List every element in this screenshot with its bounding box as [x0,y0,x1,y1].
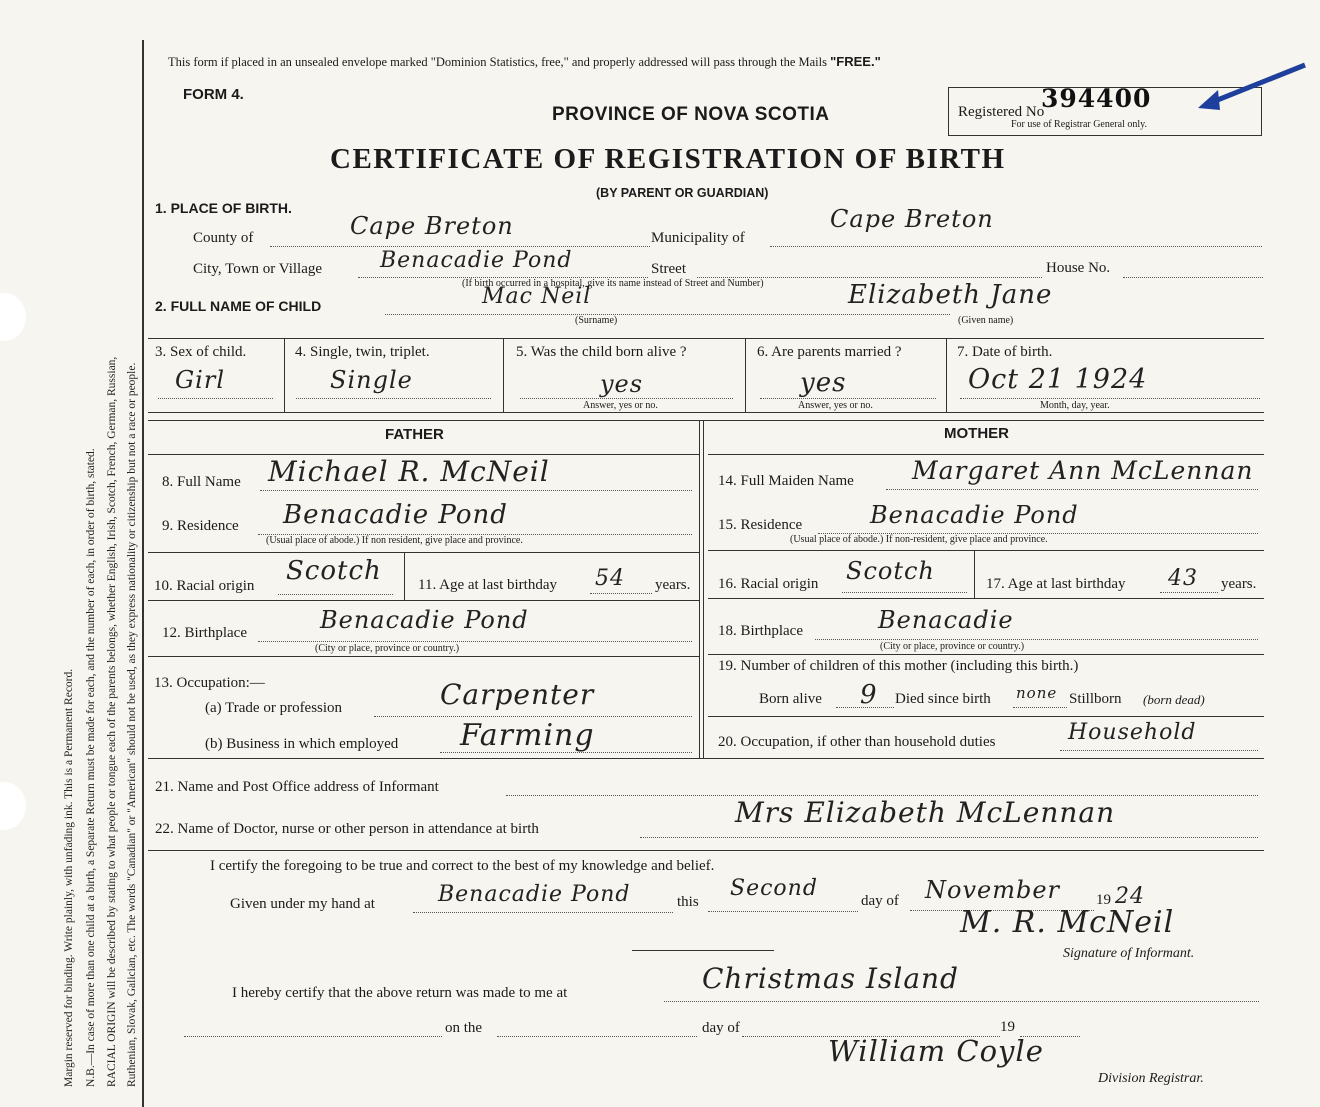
father-age-value: 54 [595,566,625,591]
registrar-year-prefix: 19 [1000,1019,1015,1035]
year-value: 24 [1115,884,1145,909]
certify-statement: I certify the foregoing to be true and correct to the best of my knowledge and belief. [210,858,715,874]
father-trade-value: Carpenter [440,678,595,711]
born-alive-count-label: Born alive [759,691,822,707]
mother-name-label: 14. Full Maiden Name [718,473,854,489]
date-of-birth-value: Oct 21 1924 [968,364,1148,395]
died-since-birth-label: Died since birth [895,691,991,707]
city-label: City, Town or Village [193,261,323,277]
registrar-place-value: Christmas Island [702,962,959,995]
father-occupation-label: 13. Occupation:— [154,675,265,691]
mother-occupation-value: Household [1068,720,1197,745]
hospital-note: (If birth occurred in a hospital, give its name instead of Street and Number) [462,278,764,289]
parents-married-label: 6. Are parents married ? [757,344,902,360]
city-value: Benacadie Pond [380,248,573,273]
mother-race-label: 16. Racial origin [718,576,819,592]
house-number-label: House No. [1046,260,1111,276]
father-birthplace-label: 12. Birthplace [162,625,247,641]
born-alive-count-value: 9 [860,680,878,710]
mother-occupation-label: 20. Occupation, if other than household duties [718,734,996,750]
father-race-label: 10. Racial origin [154,578,255,594]
mother-heading: MOTHER [944,425,1009,442]
day-value: Second [730,876,818,901]
registrar-day-of-label: day of [702,1020,740,1036]
rule [148,412,1264,413]
registered-number: 394400 [1041,84,1152,113]
father-business-label: (b) Business in which employed [205,736,399,752]
registered-label: Registered No [958,104,1045,120]
year-prefix: 19 [1096,892,1111,908]
father-birthplace-caption: (City or place, province or country.) [315,643,460,654]
day-of-label: day of [861,893,899,909]
died-since-birth-value: none [1016,684,1058,702]
born-alive-label: 5. Was the child born alive ? [516,344,687,360]
father-business-value: Farming [460,718,595,753]
racial-origin-note-2: Ruthenian, Slovak, Galician, etc. The words "Canadian" or "American" should not be used, as they express nationality or citizenship but not a race or people. [126,362,138,1087]
registrar-signature: William Coyle [828,1034,1044,1068]
mother-age-label: 17. Age at last birthday [986,576,1126,592]
mother-race-value: Scotch [846,557,935,585]
attendant-label: 22. Name of Doctor, nurse or other person in attendance at birth [155,821,539,837]
plurality-label: 4. Single, twin, triplet. [295,344,430,360]
informant-signature-caption: Signature of Informant. [1063,946,1195,961]
stillborn-label: Stillborn [1069,691,1122,707]
given-place-value: Benacadie Pond [438,882,631,907]
father-heading: FATHER [385,426,444,443]
rule [148,338,1264,339]
registrar-statement: I hereby certify that the above return was made to me at [232,985,568,1001]
racial-origin-note-1: RACIAL ORIGIN will be described by stating to what people or tongue each of the parents belongs, whether English, Irish, Scotch, French, German, Russian, [106,356,118,1087]
this-label: this [677,894,699,910]
mother-birthplace-label: 18. Birthplace [718,623,803,639]
child-given-name-value: Elizabeth Jane [848,280,1053,310]
on-the-label: on the [445,1020,483,1036]
mother-residence-label: 15. Residence [718,517,803,533]
place-of-birth-heading: 1. PLACE OF BIRTH. [155,200,292,216]
surname-caption: (Surname) [575,315,618,326]
father-age-label: 11. Age at last birthday [418,577,557,593]
children-count-label: 19. Number of children of this mother (including this birth.) [718,658,1079,674]
father-name-label: 8. Full Name [162,474,241,490]
county-value: Cape Breton [350,212,514,240]
born-alive-caption: Answer, yes or no. [583,400,658,411]
mother-birthplace-caption: (City or place, province or country.) [880,641,1025,652]
date-of-birth-label: 7. Date of birth. [957,344,1053,360]
parents-married-caption: Answer, yes or no. [798,400,873,411]
father-residence-label: 9. Residence [162,518,239,534]
father-years-label: years. [655,577,691,593]
month-value: November [925,876,1061,904]
binding-note: Margin reserved for binding. Write plainly, with unfading ink. This is a Permanent Record. [63,668,75,1087]
mother-years-label: years. [1221,576,1257,592]
form-number: FORM 4. [183,86,244,103]
given-name-caption: (Given name) [958,315,1014,326]
father-race-value: Scotch [286,556,382,586]
attendant-value: Mrs Elizabeth McLennan [735,796,1116,829]
stillborn-caption: (born dead) [1143,692,1205,707]
born-alive-value: yes [600,370,644,398]
registrar-signature-caption: Division Registrar. [1098,1071,1204,1086]
mother-age-value: 43 [1168,566,1198,591]
father-name-value: Michael R. McNeil [268,455,550,488]
blue-pen-arrow [1190,60,1310,120]
page-subtitle: (BY PARENT OR GUARDIAN) [596,186,769,200]
mother-residence-value: Benacadie Pond [870,501,1079,529]
free-label: "FREE." [830,54,881,69]
child-surname-value: Mac Neil [482,284,592,309]
street-label: Street [651,261,686,277]
plurality-value: Single [330,366,413,394]
registrar-only-note: For use of Registrar General only. [1011,119,1147,130]
informant-signature: M. R. McNeil [960,905,1175,940]
child-name-label: 2. FULL NAME OF CHILD [155,298,322,314]
mother-birthplace-value: Benacadie [878,606,1014,634]
municipality-value: Cape Breton [830,205,994,233]
parents-married-value: yes [800,368,847,398]
sex-value: Girl [175,366,225,394]
mother-name-value: Margaret Ann McLennan [912,456,1254,485]
father-birthplace-value: Benacadie Pond [320,606,529,634]
mail-note: This form if placed in an unsealed envelope marked "Dominion Statistics, free," and properly addressed will pass through the Mails "FREE." [168,54,881,69]
margin-notes [0,0,140,1107]
father-residence-caption: (Usual place of abode.) If non resident, give place and province. [266,535,523,546]
municipality-label: Municipality of [651,230,745,246]
margin-rule [142,40,144,1107]
sex-label: 3. Sex of child. [155,344,247,360]
date-of-birth-caption: Month, day, year. [1040,400,1110,411]
informant-label: 21. Name and Post Office address of Informant [155,779,439,795]
mother-residence-caption: (Usual place of abode.) If non-resident, give place and province. [790,534,1048,545]
province-title: PROVINCE OF NOVA SCOTIA [552,104,830,125]
father-trade-label: (a) Trade or profession [205,700,343,716]
page-title: CERTIFICATE OF REGISTRATION OF BIRTH [330,143,1006,175]
county-label: County of [193,230,254,246]
father-residence-value: Benacadie Pond [283,500,508,530]
given-under-hand-label: Given under my hand at [230,896,375,912]
nb-note: N.B.—In case of more than one child at a birth, a Separate Return must be made for each, and the number of each, in order of birth, stated. [85,448,97,1087]
